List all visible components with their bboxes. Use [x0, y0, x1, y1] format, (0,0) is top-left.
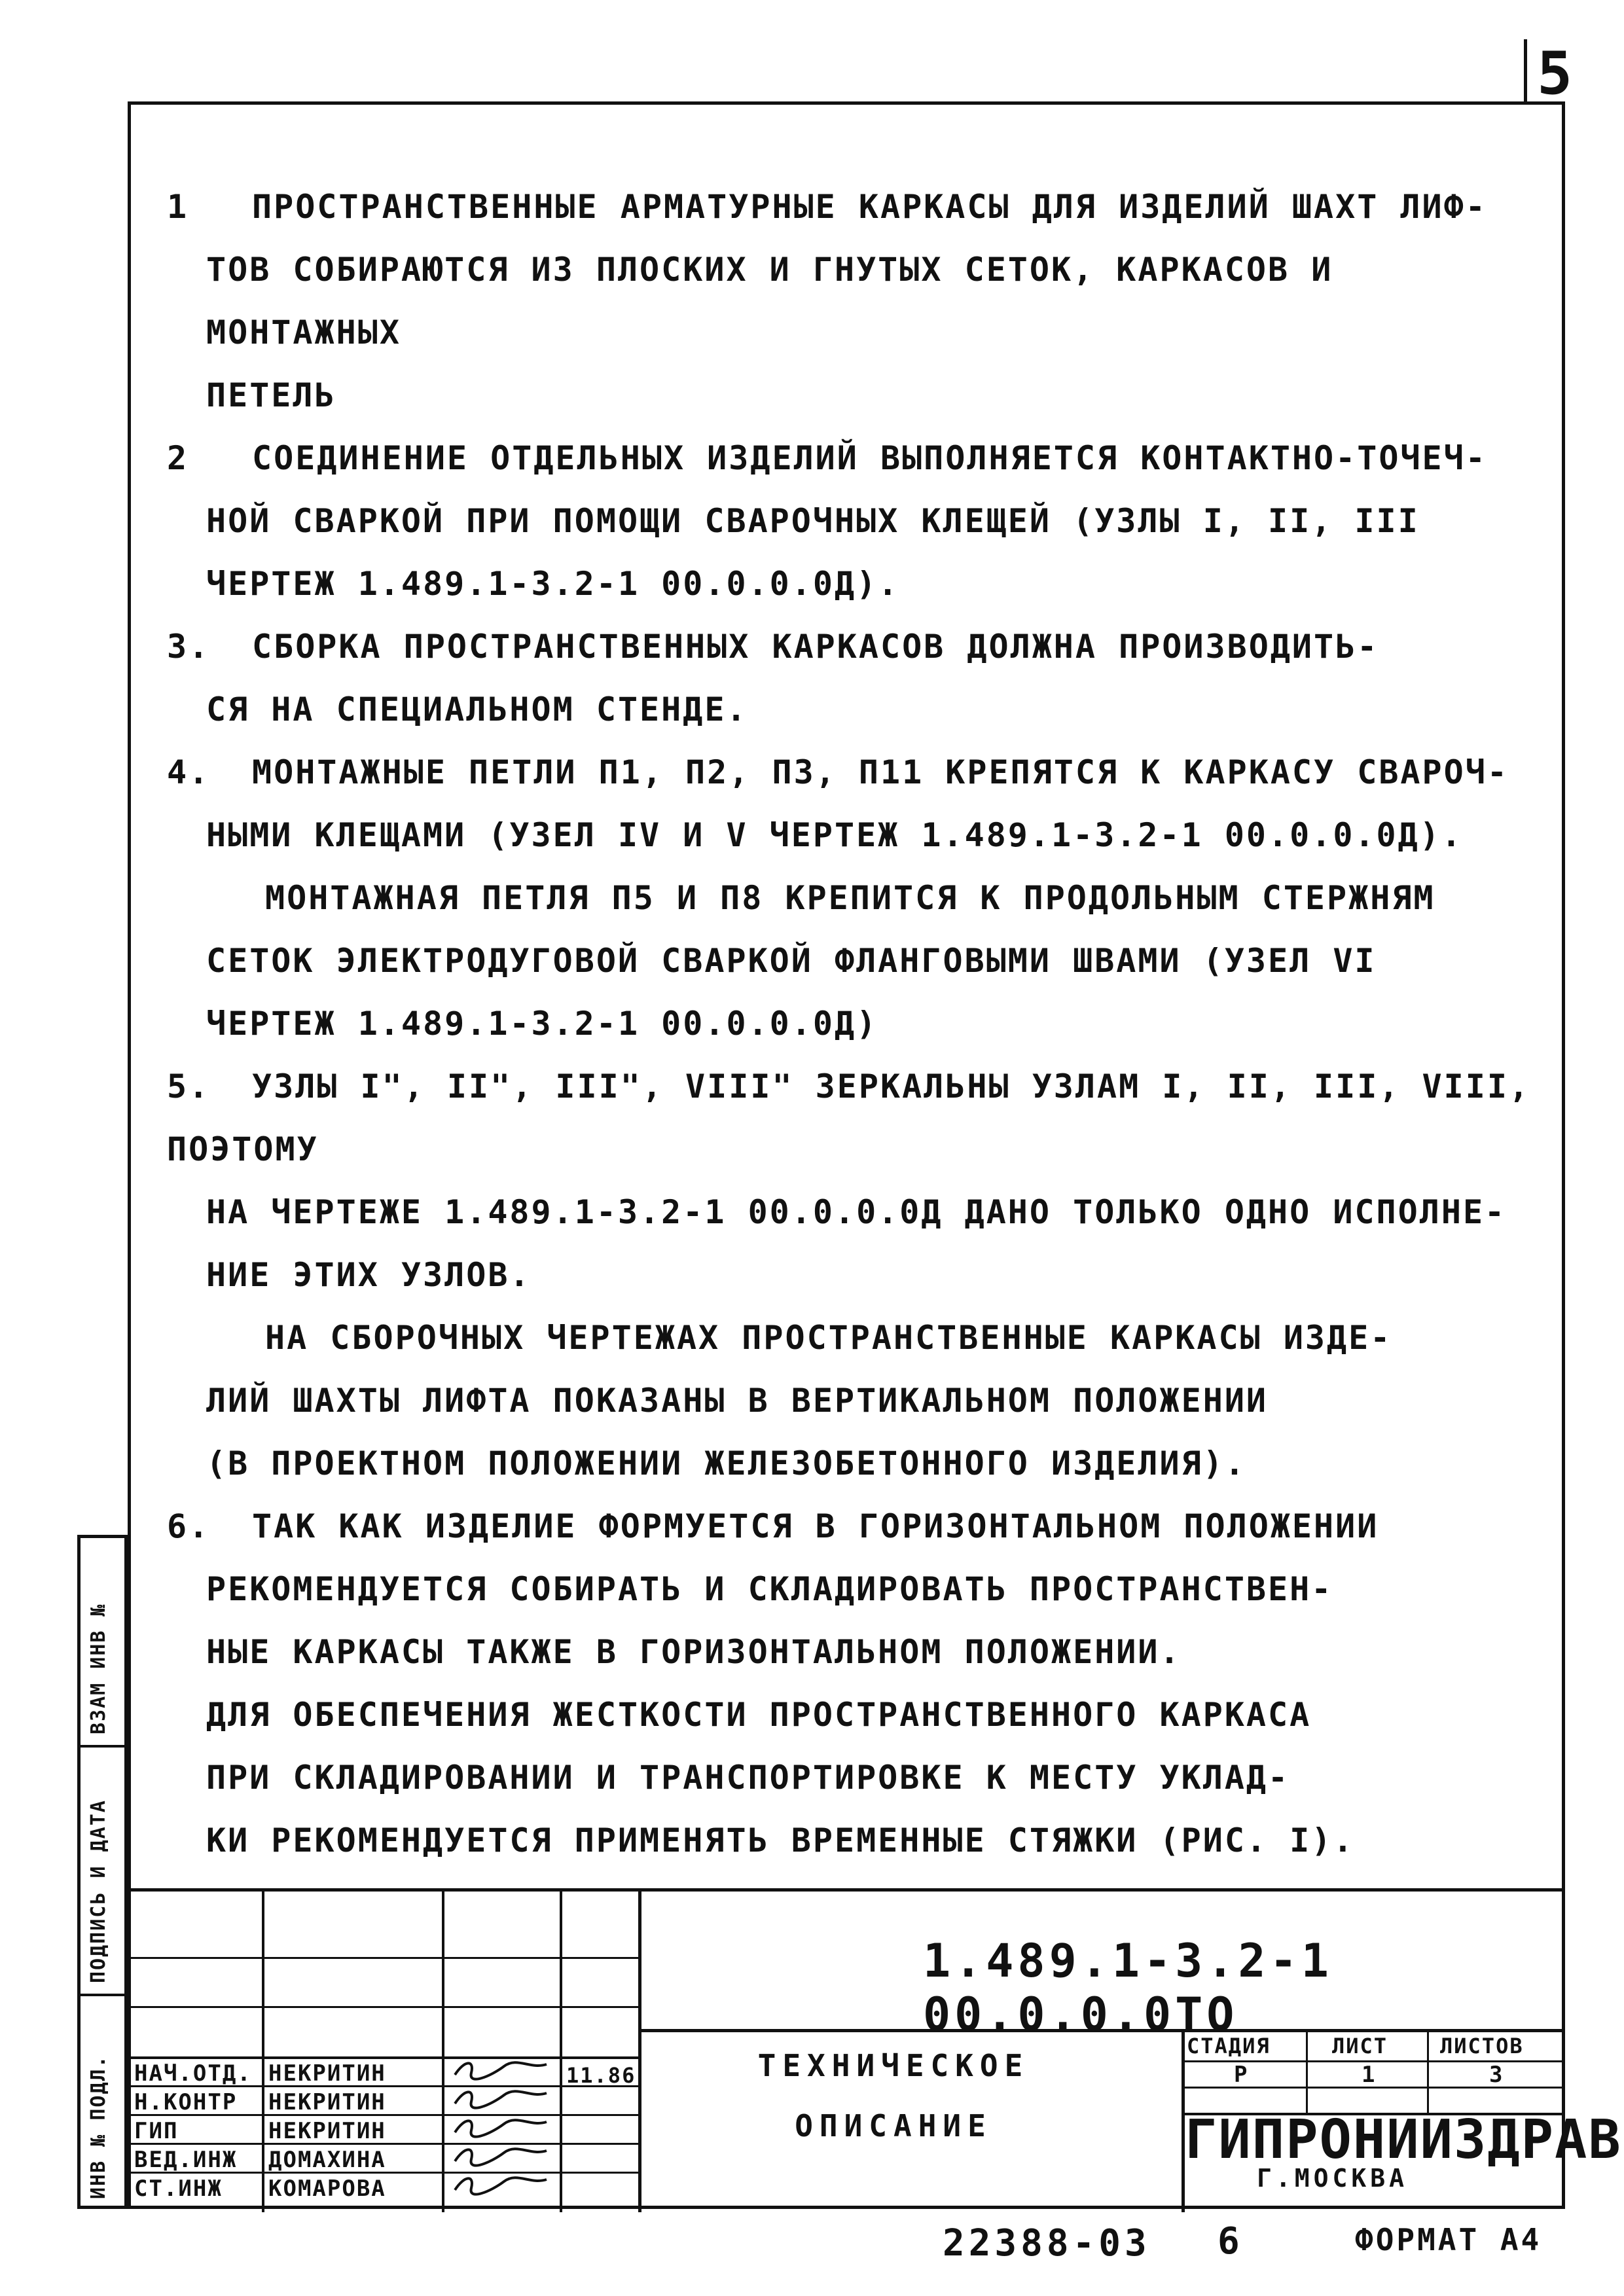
signature: [452, 2172, 550, 2204]
organization-name: ГИПРОНИИЗДРАВ: [1185, 2109, 1622, 2171]
name-cell: ДОМАХИНА: [268, 2147, 386, 2173]
text-line-content: НЫМИ КЛЕЩАМИ (УЗЕЛ IV И V ЧЕРТЕЖ 1.489.1-3.2-1 00.0.0.0Д).: [206, 816, 1463, 854]
paragraph-number: 6.: [167, 1507, 211, 1545]
name-cell: НЕКРИТИН: [268, 2089, 386, 2115]
side-label-podpis: ПОДПИСЬ И ДАТА: [87, 1799, 110, 1983]
text-line-content: НИЕ ЭТИХ УЗЛОВ.: [206, 1256, 532, 1294]
role-cell: СТ.ИНЖ: [134, 2176, 223, 2202]
side-label-vzam: ВЗАМ ИНВ №: [87, 1603, 110, 1734]
text-line: [167, 490, 1548, 552]
text-line: [167, 1055, 1548, 1181]
text-line: [167, 1369, 1548, 1432]
text-line-content: ДЛЯ ОБЕСПЕЧЕНИЯ ЖЕСТКОСТИ ПРОСТРАНСТВЕННОГО КАРКАСА: [206, 1696, 1312, 1734]
text-line: [167, 1306, 1548, 1369]
text-line: [167, 1683, 1548, 1746]
text-line: [167, 427, 1548, 490]
side-strip: [77, 1535, 128, 2209]
text-line: [167, 1621, 1548, 1683]
text-line-content: МОНТАЖНАЯ ПЕТЛЯ П5 И П8 КРЕПИТСЯ К ПРОДОЛЬНЫМ СТЕРЖНЯМ: [265, 879, 1435, 917]
name-cell: КОМАРОВА: [268, 2176, 386, 2202]
text-line-content: УЗЛЫ I", II", III", VIII" ЗЕРКАЛЬНЫ УЗЛАМ I, II, III, VIII, ПОЭТОМУ: [167, 1067, 1531, 1168]
text-line: [167, 1558, 1548, 1621]
signature: [452, 2056, 550, 2089]
sheets-header: ЛИСТОВ: [1440, 2034, 1524, 2058]
text-line-content: КИ РЕКОМЕНДУЕТСЯ ПРИМЕНЯТЬ ВРЕМЕННЫЕ СТЯЖКИ (РИС. I).: [206, 1821, 1355, 1859]
text-line-content: МОНТАЖНЫЕ ПЕТЛИ П1, П2, П3, П11 КРЕПЯТСЯ К КАРКАСУ СВАРОЧ-: [252, 753, 1509, 791]
text-line-content: СОЕДИНЕНИЕ ОТДЕЛЬНЫХ ИЗДЕЛИЙ ВЫПОЛНЯЕТСЯ КОНТАКТНО-ТОЧЕЧ-: [252, 439, 1487, 477]
text-line-content: НОЙ СВАРКОЙ ПРИ ПОМОЩИ СВАРОЧНЫХ КЛЕЩЕЙ (УЗЛЫ I, II, III: [206, 502, 1420, 540]
footer-number: 22388-03: [943, 2222, 1151, 2265]
signature-scribble: [452, 2114, 550, 2140]
text-line-content: ЧЕРТЕЖ 1.489.1-3.2-1 00.0.0.0Д): [206, 1005, 878, 1043]
text-line: [167, 1746, 1548, 1809]
role-cell: НАЧ.ОТД.: [134, 2060, 252, 2087]
text-line: [167, 175, 1548, 238]
text-line: [167, 804, 1548, 867]
text-line-content: ПРИ СКЛАДИРОВАНИИ И ТРАНСПОРТИРОВКЕ К МЕСТУ УКЛАД-: [206, 1759, 1290, 1797]
text-line-content: ЧЕРТЕЖ 1.489.1-3.2-1 00.0.0.0Д).: [206, 565, 900, 603]
document-title-line1: ТЕХНИЧЕСКОЕ: [757, 2048, 1030, 2083]
organization-city: Г.МОСКВА: [1257, 2164, 1409, 2193]
text-line-content: ТАК КАК ИЗДЕЛИЕ ФОРМУЕТСЯ В ГОРИЗОНТАЛЬНОМ ПОЛОЖЕНИИ: [252, 1507, 1379, 1545]
side-cell-vzam: [81, 1538, 124, 1748]
page-number-rule: [1524, 39, 1527, 101]
paragraph-number: 2: [167, 439, 189, 477]
text-line-content: ЛИЙ ШАХТЫ ЛИФТА ПОКАЗАНЫ В ВЕРТИКАЛЬНОМ ПОЛОЖЕНИИ: [206, 1382, 1269, 1420]
text-line-content: СЯ НА СПЕЦИАЛЬНОМ СТЕНДЕ.: [206, 691, 748, 728]
text-line-content: РЕКОМЕНДУЕТСЯ СОБИРАТЬ И СКЛАДИРОВАТЬ ПРОСТРАНСТВЕН-: [206, 1570, 1333, 1608]
paragraph-number: 5.: [167, 1067, 211, 1105]
paragraph-number: 3.: [167, 628, 211, 666]
text-line: [167, 1181, 1548, 1244]
text-line: [167, 1495, 1548, 1558]
sheet-header: ЛИСТ: [1332, 2034, 1388, 2058]
signature-scribble: [452, 2085, 550, 2111]
text-line: [167, 364, 1548, 427]
signature-scribble: [452, 2143, 550, 2169]
text-line: [167, 992, 1548, 1055]
text-line-content: ПЕТЕЛЬ: [206, 376, 336, 414]
role-cell: Н.КОНТР: [134, 2089, 238, 2115]
text-line: [167, 615, 1548, 678]
role-cell: ГИП: [134, 2118, 179, 2144]
signature: [452, 2114, 550, 2147]
signature-scribble: [452, 2056, 550, 2083]
side-cell-podpis: [81, 1748, 124, 1996]
text-line-content: НА СБОРОЧНЫХ ЧЕРТЕЖАХ ПРОСТРАНСТВЕННЫЕ КАРКАСЫ ИЗДЕ-: [265, 1319, 1392, 1357]
sheet-value: 1: [1362, 2062, 1377, 2088]
paragraph-number: 1: [167, 188, 189, 226]
text-line-content: НЫЕ КАРКАСЫ ТАКЖЕ В ГОРИЗОНТАЛЬНОМ ПОЛОЖЕНИИ.: [206, 1633, 1182, 1671]
side-cell-inv: [81, 1996, 124, 2206]
text-line: [167, 552, 1548, 615]
text-line: [167, 1432, 1548, 1495]
role-cell: ВЕД.ИНЖ: [134, 2147, 238, 2173]
text-line: [167, 867, 1548, 929]
text-line-content: ПРОСТРАНСТВЕННЫЕ АРМАТУРНЫЕ КАРКАСЫ ДЛЯ ИЗДЕЛИЙ ШАХТ ЛИФ-: [252, 188, 1487, 226]
sheets-value: 3: [1489, 2062, 1504, 2088]
document-code: 1.489.1-3.2-1 00.0.0.0ТО: [923, 1934, 1333, 2041]
text-line: [167, 1809, 1548, 1872]
text-line-content: СЕТОК ЭЛЕКТРОДУГОВОЙ СВАРКОЙ ФЛАНГОВЫМИ ШВАМИ (УЗЕЛ VI: [206, 942, 1377, 980]
text-line-content: ТОВ СОБИРАЮТСЯ ИЗ ПЛОСКИХ И ГНУТЫХ СЕТОК, КАРКАСОВ И МОНТАЖНЫХ: [206, 251, 1333, 351]
paragraph-number: 4.: [167, 753, 211, 791]
signature: [452, 2085, 550, 2118]
body-text: [167, 175, 1548, 1872]
name-cell: НЕКРИТИН: [268, 2118, 386, 2144]
text-line-content: НА ЧЕРТЕЖЕ 1.489.1-3.2-1 00.0.0.0Д ДАНО ТОЛЬКО ОДНО ИСПОЛНЕ-: [206, 1193, 1507, 1231]
stage-value: Р: [1234, 2062, 1249, 2088]
text-line: [167, 741, 1548, 804]
page-number: 5: [1537, 39, 1576, 108]
signature: [452, 2143, 550, 2176]
text-line-content: (В ПРОЕКТНОМ ПОЛОЖЕНИИ ЖЕЛЕЗОБЕТОННОГО ИЗДЕЛИЯ).: [206, 1444, 1246, 1482]
text-line: [167, 1244, 1548, 1306]
stage-header: СТАДИЯ: [1187, 2034, 1271, 2058]
text-line: [167, 238, 1548, 364]
text-line-content: СБОРКА ПРОСТРАНСТВЕННЫХ КАРКАСОВ ДОЛЖНА ПРОИЗВОДИТЬ-: [252, 628, 1379, 666]
date-cell: 11.86: [566, 2063, 636, 2088]
document-title-line2: ОПИСАНИЕ: [795, 2108, 992, 2144]
document-title: [753, 2036, 1034, 2156]
signature-scribble: [452, 2172, 550, 2198]
side-label-inv: ИНВ № ПОДЛ.: [87, 2054, 110, 2199]
footer-page: 6: [1218, 2220, 1240, 2263]
footer-format: ФОРМАТ А4: [1355, 2222, 1542, 2257]
text-line: [167, 678, 1548, 741]
text-line: [167, 929, 1548, 992]
name-cell: НЕКРИТИН: [268, 2060, 386, 2087]
